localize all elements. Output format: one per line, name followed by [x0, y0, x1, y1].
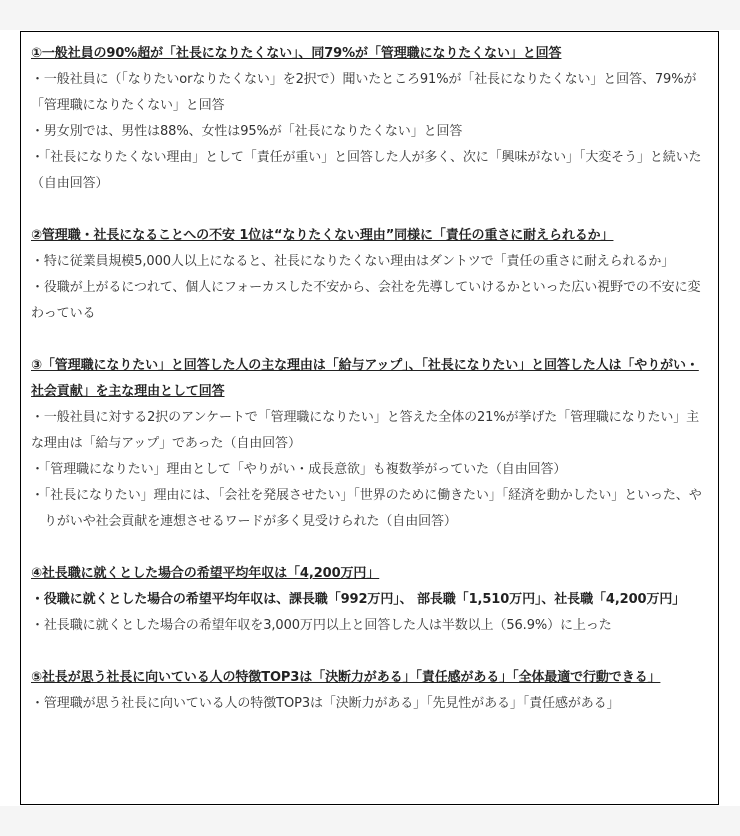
section-5-heading: ⑤社長が思う社長に向いている人の特徴TOP3は「決断力がある」「責任感がある」「全体最適で行動できる」 — [31, 670, 661, 685]
section-2 — [31, 223, 708, 327]
section-1-item-1: ・一般社員に（「なりたいorなりたくない」を2択で）聞いたところ91%が「社長になりたくない」と回答、79%が「管理職になりたくない」と回答 — [31, 72, 697, 113]
section-4 — [31, 561, 708, 639]
section-1-item-3: ・「社長になりたくない理由」として「責任が重い」と回答した人が多く、次に「興味がない」「大変そう」と続いた（自由回答） — [31, 150, 702, 191]
section-2-heading: ②管理職・社長になることへの不安 1位は“なりたくない理由”同様に「責任の重さに耐えられるか」 — [31, 228, 614, 243]
summary-box — [20, 31, 719, 805]
section-3 — [31, 353, 708, 535]
section-1-item-2: ・男女別では、男性は88%、女性は95%が「社長になりたくない」と回答 — [31, 124, 463, 139]
section-2-item-1: ・特に従業員規模5,000人以上になると、社長になりたくない理由はダントツで「責任の重さに耐えられるか」 — [31, 254, 675, 269]
section-3-item-3: ・「社長になりたい」理由には、「会社を発展させたい」「世界のために働きたい」「経済を動かしたい」といった、やりがいや社会貢献を連想させるワードが多く見受けられた（自由回答） — [31, 488, 702, 529]
section-1-heading: ①一般社員の90%超が「社長になりたくない」、同79%が「管理職になりたくない」と回答 — [31, 46, 562, 61]
section-3-item-1: ・一般社員に対する2択のアンケートで「管理職になりたい」と答えた全体の21%が挙げた「管理職になりたい」主な理由は「給与アップ」であった（自由回答） — [31, 410, 700, 451]
section-4-item-2: ・社長職に就くとした場合の希望年収を3,000万円以上と回答した人は半数以上（56.9%）に上った — [31, 618, 612, 633]
section-5-item-1: ・管理職が思う社長に向いている人の特徴TOP3は「決断力がある」「先見性がある」「責任感がある」 — [31, 696, 620, 711]
section-3-item-2: ・「管理職になりたい」理由として「やりがい・成長意欲」も複数挙がっていた（自由回答） — [31, 462, 567, 477]
section-2-item-2: ・役職が上がるにつれて、個人にフォーカスした不安から、会社を先導していけるかといった広い視野での不安に変わっている — [31, 280, 701, 321]
section-4-heading: ④社長職に就くとした場合の希望平均年収は「4,200万円」 — [31, 566, 380, 581]
section-3-heading: ③「管理職になりたい」と回答した人の主な理由は「給与アップ」、「社長になりたい」と回答した人は「やりがい・社会貢献」を主な理由として回答 — [31, 358, 699, 399]
section-4-item-1: ・役職に就くとした場合の希望平均年収は、課長職「992万円」、 部長職「1,510万円」、社長職「4,200万円」 — [31, 592, 686, 607]
section-5 — [31, 665, 708, 717]
section-1 — [31, 41, 708, 197]
